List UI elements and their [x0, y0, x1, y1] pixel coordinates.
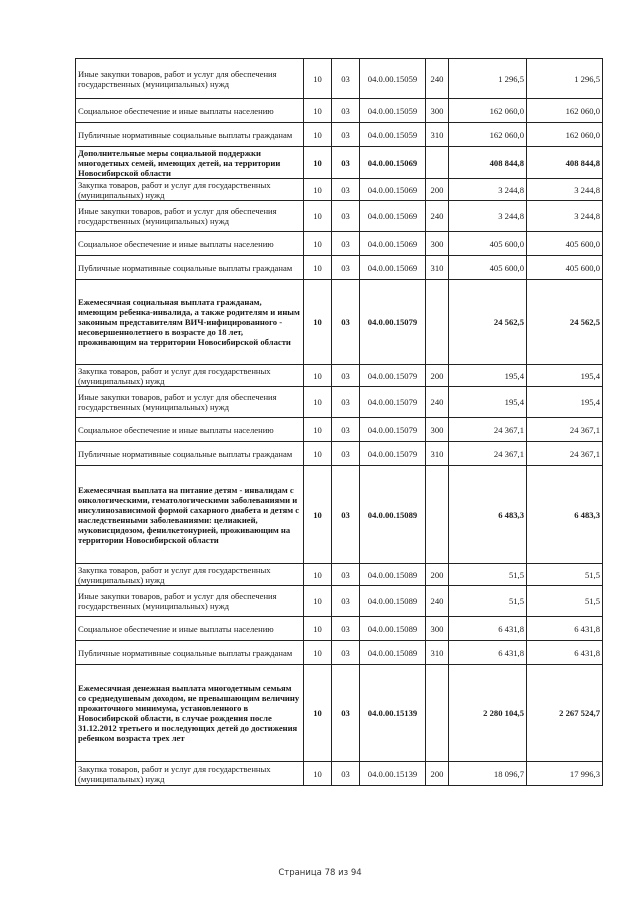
row-csr-cell: 04.0.00.15089	[360, 466, 426, 564]
table-row	[76, 123, 603, 147]
table-row	[76, 564, 603, 586]
row-csr-cell: 04.0.00.15079	[360, 387, 426, 418]
table-row	[76, 641, 603, 665]
row-pr-cell: 03	[332, 418, 360, 442]
row-vr-cell: 310	[426, 256, 449, 280]
row-name-cell: Закупка товаров, работ и услуг для государственных (муниципальных) нужд	[76, 762, 304, 786]
row-csr-cell: 04.0.00.15069	[360, 232, 426, 256]
table-row	[76, 365, 603, 387]
row-sum-year1-cell: 1 296,5	[449, 59, 527, 99]
row-rz-cell: 10	[304, 179, 332, 201]
row-sum-year1-cell: 162 060,0	[449, 123, 527, 147]
row-sum-year1-cell: 6 483,3	[449, 466, 527, 564]
row-pr-cell: 03	[332, 564, 360, 586]
row-name-cell: Иные закупки товаров, работ и услуг для обеспечения государственных (муниципальных) нужд	[76, 59, 304, 99]
row-vr-cell	[426, 466, 449, 564]
budget-table	[75, 58, 603, 786]
row-sum-year2-cell: 51,5	[527, 564, 603, 586]
row-sum-year1-cell: 6 431,8	[449, 617, 527, 641]
row-csr-cell: 04.0.00.15069	[360, 256, 426, 280]
row-name-cell: Ежемесячная денежная выплата многодетным семьям со среднедушевым доходом, не превышающим величину прожиточного минимума, установленного в Новосибирской области, в случае рождения после 31.12.2012 третьего и последующих детей до достижения ребенком возраста трех лет	[76, 665, 304, 762]
row-pr-cell: 03	[332, 99, 360, 123]
row-name-cell: Дополнительные меры социальной поддержки многодетных семей, имеющих детей, на территории Новосибирской области	[76, 147, 304, 179]
row-csr-cell: 04.0.00.15089	[360, 586, 426, 617]
row-name-cell: Социальное обеспечение и иные выплаты населению	[76, 99, 304, 123]
row-pr-cell: 03	[332, 365, 360, 387]
table-row	[76, 442, 603, 466]
table-row	[76, 617, 603, 641]
row-sum-year2-cell: 195,4	[527, 365, 603, 387]
row-rz-cell: 10	[304, 617, 332, 641]
row-sum-year2-cell: 195,4	[527, 387, 603, 418]
row-sum-year1-cell: 6 431,8	[449, 641, 527, 665]
row-csr-cell: 04.0.00.15079	[360, 442, 426, 466]
row-csr-cell: 04.0.00.15059	[360, 59, 426, 99]
table-row	[76, 232, 603, 256]
table-row	[76, 762, 603, 786]
row-sum-year2-cell: 24 367,1	[527, 442, 603, 466]
row-rz-cell: 10	[304, 280, 332, 365]
table-row	[76, 59, 603, 99]
row-sum-year2-cell: 408 844,8	[527, 147, 603, 179]
row-vr-cell: 310	[426, 442, 449, 466]
row-sum-year2-cell: 162 060,0	[527, 99, 603, 123]
table-row	[76, 466, 603, 564]
row-rz-cell: 10	[304, 123, 332, 147]
row-sum-year1-cell: 18 096,7	[449, 762, 527, 786]
row-name-cell: Закупка товаров, работ и услуг для государственных (муниципальных) нужд	[76, 179, 304, 201]
row-sum-year2-cell: 405 600,0	[527, 232, 603, 256]
row-pr-cell: 03	[332, 641, 360, 665]
row-pr-cell: 03	[332, 442, 360, 466]
row-rz-cell: 10	[304, 564, 332, 586]
row-csr-cell: 04.0.00.15059	[360, 99, 426, 123]
row-pr-cell: 03	[332, 586, 360, 617]
row-vr-cell: 240	[426, 201, 449, 232]
row-sum-year1-cell: 405 600,0	[449, 232, 527, 256]
row-pr-cell: 03	[332, 147, 360, 179]
row-pr-cell: 03	[332, 387, 360, 418]
row-csr-cell: 04.0.00.15059	[360, 123, 426, 147]
row-sum-year2-cell: 6 483,3	[527, 466, 603, 564]
row-sum-year1-cell: 24 367,1	[449, 442, 527, 466]
row-vr-cell: 200	[426, 762, 449, 786]
row-pr-cell: 03	[332, 280, 360, 365]
row-csr-cell: 04.0.00.15069	[360, 201, 426, 232]
row-rz-cell: 10	[304, 387, 332, 418]
table-row	[76, 201, 603, 232]
row-name-cell: Социальное обеспечение и иные выплаты населению	[76, 232, 304, 256]
row-rz-cell: 10	[304, 762, 332, 786]
row-sum-year1-cell: 162 060,0	[449, 99, 527, 123]
table-row	[76, 99, 603, 123]
row-csr-cell: 04.0.00.15079	[360, 418, 426, 442]
row-rz-cell: 10	[304, 665, 332, 762]
row-vr-cell: 310	[426, 641, 449, 665]
table-row	[76, 179, 603, 201]
row-vr-cell: 310	[426, 123, 449, 147]
row-pr-cell: 03	[332, 466, 360, 564]
row-vr-cell: 240	[426, 59, 449, 99]
row-sum-year2-cell: 2 267 524,7	[527, 665, 603, 762]
row-csr-cell: 04.0.00.15079	[360, 365, 426, 387]
row-sum-year2-cell: 3 244,8	[527, 201, 603, 232]
row-sum-year2-cell: 6 431,8	[527, 641, 603, 665]
row-rz-cell: 10	[304, 201, 332, 232]
row-name-cell: Публичные нормативные социальные выплаты гражданам	[76, 442, 304, 466]
row-vr-cell: 200	[426, 365, 449, 387]
row-vr-cell	[426, 280, 449, 365]
row-vr-cell: 300	[426, 418, 449, 442]
row-pr-cell: 03	[332, 665, 360, 762]
row-sum-year2-cell: 24 367,1	[527, 418, 603, 442]
row-vr-cell	[426, 147, 449, 179]
row-sum-year1-cell: 408 844,8	[449, 147, 527, 179]
table-row	[76, 418, 603, 442]
row-pr-cell: 03	[332, 123, 360, 147]
table-row	[76, 665, 603, 762]
row-csr-cell: 04.0.00.15079	[360, 280, 426, 365]
table-body	[76, 59, 603, 786]
row-sum-year1-cell: 24 367,1	[449, 418, 527, 442]
row-sum-year1-cell: 195,4	[449, 365, 527, 387]
table-row	[76, 147, 603, 179]
row-rz-cell: 10	[304, 147, 332, 179]
row-pr-cell: 03	[332, 59, 360, 99]
row-vr-cell: 240	[426, 586, 449, 617]
row-vr-cell: 240	[426, 387, 449, 418]
row-csr-cell: 04.0.00.15069	[360, 147, 426, 179]
row-sum-year1-cell: 3 244,8	[449, 201, 527, 232]
row-name-cell: Закупка товаров, работ и услуг для государственных (муниципальных) нужд	[76, 365, 304, 387]
row-rz-cell: 10	[304, 99, 332, 123]
row-name-cell: Ежемесячная выплата на питание детям - инвалидам с онкологическими, гематологическими заболеваниями и инсулинозависимой формой сахарного диабета и детям с наследственными заболеваниями: целиакией, муковисцидозом, фенилкетонурией, проживающим на территории Новосибирской области	[76, 466, 304, 564]
row-name-cell: Социальное обеспечение и иные выплаты населению	[76, 418, 304, 442]
row-name-cell: Публичные нормативные социальные выплаты гражданам	[76, 123, 304, 147]
row-name-cell: Ежемесячная социальная выплата гражданам, имеющим ребенка-инвалида, а также родителям и иным законным представителям ВИЧ-инфицированного - несовершеннолетнего в возрасте до 18 лет, проживающим на территории Новосибирской области	[76, 280, 304, 365]
row-name-cell: Иные закупки товаров, работ и услуг для обеспечения государственных (муниципальных) нужд	[76, 586, 304, 617]
row-pr-cell: 03	[332, 256, 360, 280]
row-name-cell: Иные закупки товаров, работ и услуг для обеспечения государственных (муниципальных) нужд	[76, 201, 304, 232]
table-row	[76, 586, 603, 617]
row-sum-year2-cell: 51,5	[527, 586, 603, 617]
row-sum-year2-cell: 24 562,5	[527, 280, 603, 365]
row-pr-cell: 03	[332, 201, 360, 232]
row-vr-cell	[426, 665, 449, 762]
row-sum-year1-cell: 3 244,8	[449, 179, 527, 201]
row-sum-year1-cell: 405 600,0	[449, 256, 527, 280]
row-sum-year2-cell: 17 996,3	[527, 762, 603, 786]
row-csr-cell: 04.0.00.15069	[360, 179, 426, 201]
row-name-cell: Публичные нормативные социальные выплаты гражданам	[76, 641, 304, 665]
row-rz-cell: 10	[304, 232, 332, 256]
table-row	[76, 280, 603, 365]
row-csr-cell: 04.0.00.15089	[360, 641, 426, 665]
row-vr-cell: 200	[426, 179, 449, 201]
row-pr-cell: 03	[332, 179, 360, 201]
row-sum-year2-cell: 162 060,0	[527, 123, 603, 147]
row-sum-year2-cell: 6 431,8	[527, 617, 603, 641]
row-name-cell: Социальное обеспечение и иные выплаты населению	[76, 617, 304, 641]
row-sum-year1-cell: 51,5	[449, 586, 527, 617]
row-vr-cell: 300	[426, 617, 449, 641]
table-row	[76, 256, 603, 280]
row-sum-year2-cell: 1 296,5	[527, 59, 603, 99]
row-sum-year1-cell: 24 562,5	[449, 280, 527, 365]
page-footer: Страница 78 из 94	[278, 868, 362, 878]
row-sum-year1-cell: 195,4	[449, 387, 527, 418]
row-sum-year2-cell: 405 600,0	[527, 256, 603, 280]
row-name-cell: Иные закупки товаров, работ и услуг для обеспечения государственных (муниципальных) нужд	[76, 387, 304, 418]
row-csr-cell: 04.0.00.15139	[360, 762, 426, 786]
row-rz-cell: 10	[304, 418, 332, 442]
row-csr-cell: 04.0.00.15089	[360, 564, 426, 586]
row-rz-cell: 10	[304, 59, 332, 99]
row-rz-cell: 10	[304, 442, 332, 466]
table-row	[76, 387, 603, 418]
row-vr-cell: 200	[426, 564, 449, 586]
row-vr-cell: 300	[426, 99, 449, 123]
row-rz-cell: 10	[304, 586, 332, 617]
row-name-cell: Закупка товаров, работ и услуг для государственных (муниципальных) нужд	[76, 564, 304, 586]
row-csr-cell: 04.0.00.15139	[360, 665, 426, 762]
row-rz-cell: 10	[304, 365, 332, 387]
row-rz-cell: 10	[304, 641, 332, 665]
row-sum-year2-cell: 3 244,8	[527, 179, 603, 201]
row-sum-year1-cell: 51,5	[449, 564, 527, 586]
row-pr-cell: 03	[332, 617, 360, 641]
row-pr-cell: 03	[332, 762, 360, 786]
row-sum-year1-cell: 2 280 104,5	[449, 665, 527, 762]
row-csr-cell: 04.0.00.15089	[360, 617, 426, 641]
row-rz-cell: 10	[304, 256, 332, 280]
row-rz-cell: 10	[304, 466, 332, 564]
row-name-cell: Публичные нормативные социальные выплаты гражданам	[76, 256, 304, 280]
row-vr-cell: 300	[426, 232, 449, 256]
row-pr-cell: 03	[332, 232, 360, 256]
